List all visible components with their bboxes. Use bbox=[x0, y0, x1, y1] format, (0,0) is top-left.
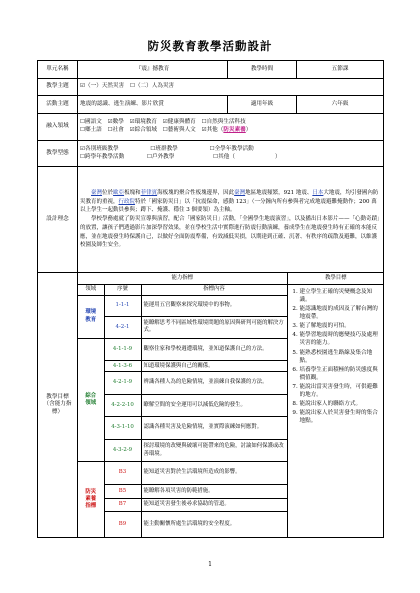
objectives-cell bbox=[287, 284, 384, 537]
model-checkbox[interactable]: ☑各別班級教學 bbox=[80, 145, 119, 152]
field-checkbox[interactable]: ☑數學 bbox=[107, 119, 124, 126]
theme-manmade-checkbox[interactable]: ☐（二）人為災害 bbox=[129, 83, 175, 90]
col-seq: 序號 bbox=[104, 284, 141, 295]
theme-options bbox=[78, 79, 384, 96]
indicator-code: 1-1-1 bbox=[104, 296, 141, 317]
activity-design-table bbox=[37, 60, 384, 538]
list-item: 8. 能說出家人的聯絡方式。 bbox=[300, 400, 383, 408]
indicator-text: 認識各種災害及危險情境，並實際演練如何應對。 bbox=[141, 417, 287, 440]
ability-header: 能力指標 bbox=[78, 273, 287, 284]
model-checkbox[interactable]: ☐戶外教學 bbox=[146, 153, 175, 160]
list-item: 7. 能說出當災害發生時，可供避難的地方。 bbox=[300, 383, 383, 399]
fields-label: 融入領域 bbox=[38, 114, 78, 141]
indicator-text: 知道環境保護與自己的關係。 bbox=[141, 361, 287, 372]
field-checkbox[interactable]: ☐鄉土語 bbox=[80, 127, 102, 133]
model-row-1 bbox=[80, 146, 381, 154]
model-checkbox[interactable]: ☐全學年教學活動 bbox=[209, 145, 254, 152]
col-domain: 領域 bbox=[78, 284, 104, 295]
list-item: 6. 培養學生正面積極的防災態度與價值觀。 bbox=[300, 366, 383, 382]
indicator-text: 能運用五官觀察來探究環境中的事物。 bbox=[141, 296, 287, 317]
indicator-code: 4-2-1 bbox=[104, 317, 141, 338]
model-checkbox[interactable]: ☐班群教學 bbox=[150, 145, 178, 152]
design-text bbox=[78, 167, 384, 273]
domain-literacy: 防災 素養 指標 bbox=[78, 462, 104, 537]
goals-inner-table bbox=[78, 273, 384, 537]
indicator-code: B7 bbox=[104, 498, 141, 512]
activity-label: 活動主題 bbox=[38, 96, 78, 114]
list-item: 4. 能學習地震時的應變技巧及處理災害的能力。 bbox=[300, 331, 383, 347]
goals-content bbox=[78, 273, 384, 538]
field-checkbox[interactable]: ☐社會 bbox=[107, 127, 124, 133]
indicator-text: 觀察住家和學校週遭環境，並知道保護自己的方法。 bbox=[141, 338, 287, 361]
row-fields bbox=[38, 114, 384, 141]
indicator-code: B5 bbox=[104, 484, 141, 498]
indicator-code: 4-3-2-9 bbox=[104, 439, 141, 462]
indicator-text: 能瞭解各項災害的防範措施。 bbox=[141, 484, 287, 498]
list-item: 5. 能熟悉校園逃生路線及集合地點。 bbox=[300, 349, 383, 365]
list-item: 9. 能說出家人於災害發生時的集合地點。 bbox=[300, 409, 383, 425]
model-checkbox[interactable]: ☐跨學年教學活動 bbox=[80, 153, 125, 160]
indicator-code: 4-1-3-6 bbox=[104, 361, 141, 372]
theme-label: 教學主題 bbox=[38, 79, 78, 96]
indicator-code: B3 bbox=[104, 462, 141, 485]
indicator-text: 能瞭解思考不同區域性環境問題的原因與研判可能的解決方式。 bbox=[141, 317, 287, 338]
domain-environment: 環境 教育 bbox=[78, 296, 104, 339]
fields-options bbox=[78, 114, 384, 141]
unit-name-label: 單元名稱 bbox=[38, 61, 78, 79]
design-label: 設計理念 bbox=[38, 167, 78, 273]
objective-header: 教學目標 bbox=[287, 273, 384, 284]
indicator-text: 瞭解空間的安全運用可以減低危險的發生。 bbox=[141, 394, 287, 417]
other-field-value: 防災素養 bbox=[223, 127, 246, 133]
field-checkbox[interactable]: ☑綜合領域 bbox=[129, 127, 157, 133]
design-paragraph-2: 學校學務處就了防災宣導與演習，配合「國家防災日」活動，「全國學生地震演習」，以及播出日本影片——「心動奇蹟」的放置，讓孩子們透過影片加深學習效果，並在學校生活中實際進行防震行動演練，養成學生在地震發生時有正確的本能反應，並在地震發生時保護自己，以做好全面防震準備，有效減低災損，以期達到正確、沉著、有秩序的疏散及避難，以維護校園及師生安全。 bbox=[80, 216, 380, 249]
objectives-list bbox=[290, 288, 383, 426]
indicator-text: 能知道災害對於生活環境所造成的影響。 bbox=[141, 462, 287, 485]
indicator-code: 4-2-1-9 bbox=[104, 372, 141, 395]
teaching-time-value: 五節課 bbox=[297, 61, 384, 79]
field-checkbox[interactable]: ☑環境教育 bbox=[129, 119, 157, 126]
field-checkbox[interactable]: ☐國語文 bbox=[80, 119, 102, 126]
list-item: 2. 能認識地震的成因及了解台灣的地震帶。 bbox=[300, 305, 383, 321]
indicator-code: 4-1-1-9 bbox=[104, 338, 141, 361]
page-number: 1 bbox=[208, 561, 212, 568]
indicator-code: B9 bbox=[104, 512, 141, 537]
grade-label: 適用年級 bbox=[228, 96, 297, 114]
model-checkbox-other[interactable]: ☐其他（ ） bbox=[213, 153, 281, 160]
model-options bbox=[78, 141, 384, 167]
model-row-2 bbox=[80, 154, 381, 162]
teaching-time-label: 教學時間 bbox=[228, 61, 297, 79]
theme-natural-checkbox[interactable]: ☑（一）天然災害 bbox=[80, 83, 125, 90]
row-theme bbox=[38, 79, 384, 96]
row-model bbox=[38, 141, 384, 167]
indicator-code: 4-2-2-10 bbox=[104, 394, 141, 417]
list-item: 1. 建立學生正確的災變概念及知識。 bbox=[300, 288, 383, 304]
field-checkbox[interactable]: ☑健康與體育 bbox=[162, 119, 196, 126]
unit-name-value: 『震』撼教育 bbox=[78, 61, 228, 79]
row-goals bbox=[38, 273, 384, 538]
indicator-text: 能知道災害發生後尋求協助的管道。 bbox=[141, 498, 287, 512]
indicator-code: 4-3-1-10 bbox=[104, 417, 141, 440]
design-paragraph-1: 臺灣位於歐亞板塊和菲律賓海板塊的聚合性板塊邊界，因此臺灣地區地震頻繁，921 地震、日本大地震，均引發國內防災教育的重視，行政院特於「國家防災日」以「抗震保命，感動 123」（一分鐘內所有參與者完成地震避難掩動作；200 萬以上學生一起動員參與；蹲下、掩護、穩住 3 個要領）為主軸。 bbox=[80, 189, 379, 214]
document-title: 防災教育教學活動設計 bbox=[147, 39, 273, 53]
row-design bbox=[38, 167, 384, 273]
indicator-text: 能主動關懷所處生活環境的安全程度。 bbox=[141, 512, 287, 537]
indicator-text: 辨識各種人為的危險情境，並演練自我保護的方法。 bbox=[141, 372, 287, 395]
fields-row-1 bbox=[80, 119, 381, 127]
list-item: 3. 能了解地震的可怕。 bbox=[300, 322, 383, 330]
grade-value: 六年級 bbox=[297, 96, 384, 114]
model-label: 教學型態 bbox=[38, 141, 78, 167]
row-activity bbox=[38, 96, 384, 114]
field-checkbox-other[interactable]: ☑其他（防災素養） bbox=[201, 127, 252, 133]
col-content: 指標內容 bbox=[141, 284, 287, 295]
fields-row-2 bbox=[80, 127, 381, 135]
field-checkbox[interactable]: ☐藝術與人文 bbox=[162, 127, 196, 133]
domain-comprehensive: 綜合 領域 bbox=[78, 338, 104, 462]
row-unit-name bbox=[38, 61, 384, 79]
field-checkbox[interactable]: ☐自然與生活科技 bbox=[201, 119, 246, 126]
indicator-text: 探討環境的改變與破壞可能帶來的危險，討論如何保護或改善環境。 bbox=[141, 439, 287, 462]
activity-value: 地震的認識、逃生演練、影片欣賞 bbox=[78, 96, 228, 114]
goals-label: 教學目標 （含能力指標） bbox=[38, 273, 78, 538]
